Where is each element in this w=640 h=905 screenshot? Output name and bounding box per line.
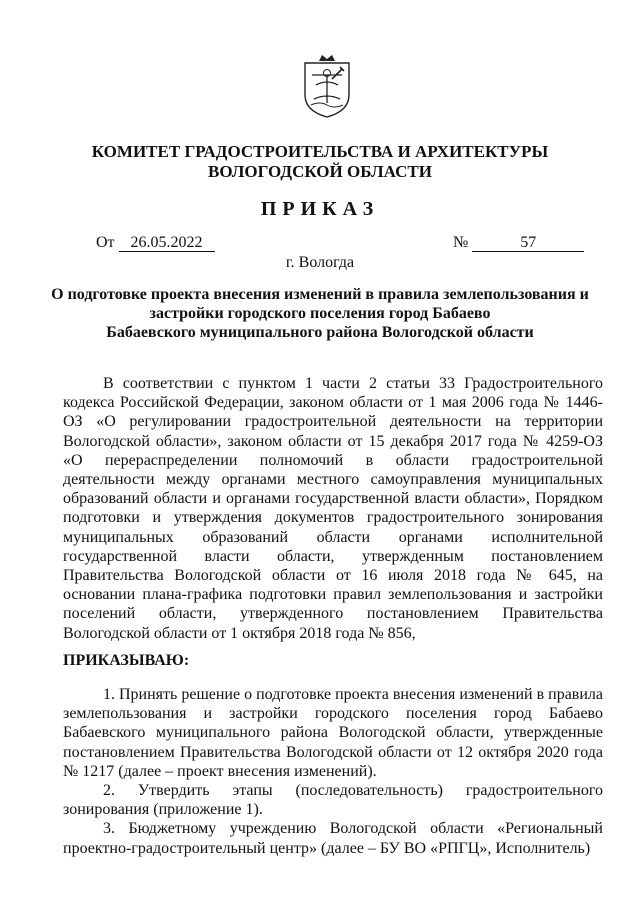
order-heading: ПРИКАЗЫВАЮ:: [63, 652, 190, 669]
date-label: От: [96, 234, 115, 251]
org-line-1: КОМИТЕТ ГРАДОСТРОИТЕЛЬСТВА И АРХИТЕКТУРЫ: [91, 142, 549, 161]
order-item-1: 1. Принять решение о подготовке проекта внесения изменений в правила землепользования и застройки городского поселения город Бабаево Бабаевского муниципального района Вологодской области, утвержденные постановлением Правительства Вологодской области от 12 октября 2020 года № 1217 (далее – проект внесения изменений).: [63, 686, 603, 780]
subject-line-3: Бабаевского муниципального района Вологодской области: [106, 324, 534, 341]
document-type-title: ПРИКАЗ: [260, 198, 380, 220]
organization-name: [0, 142, 640, 182]
org-line-2: ВОЛОГОДСКОЙ ОБЛАСТИ: [208, 162, 432, 181]
city-name: г. Вологда: [285, 254, 355, 271]
subject-line-1: О подготовке проекта внесения изменений в правила землепользования и: [51, 286, 589, 303]
number-block: [453, 234, 584, 252]
date-value: 26.05.2022: [119, 235, 215, 252]
coat-of-arms-emblem: [302, 55, 352, 119]
order-items: [63, 685, 603, 858]
order-item-3: 3. Бюджетному учреждению Вологодской области «Региональный проектно-градостроительный центр» (далее – БУ ВО «РПГЦ», Исполнитель): [63, 820, 603, 857]
number-value: 57: [472, 235, 584, 252]
document-subject: [0, 285, 640, 342]
date-block: [96, 234, 215, 252]
preamble-paragraph: В соответствии с пунктом 1 части 2 статьи 33 Градостроительного кодекса Российской Федерации, законом области от 1 мая 2006 года № 1446-ОЗ «О регулировании градостроительной деятельности на территории Вологодской области», законом области от 15 декабря 2017 года № 4259-ОЗ «О перераспределении полномочий в области градостроительной деятельности между органами местного самоуправления муниципальных образований области и органами государственной власти области», Порядком подготовки и утверждения документов градостроительного зонирования муниципальных образований области органами исполнительной государственной власти области, утвержденным постановлением Правительства Вологодской области от 16 июля 2018 года № 645, на основании плана-графика подготовки правил землепользования и застройки поселений области, утвержденного постановлением Правительства Вологодской области от 1 октября 2018 года № 856,: [63, 375, 603, 642]
subject-line-2: застройки городского поселения город Бабаево: [149, 305, 491, 322]
order-item-2: 2. Утвердить этапы (последовательность) градостроительного зонирования (приложение 1).: [63, 782, 603, 819]
number-label: №: [453, 234, 469, 251]
